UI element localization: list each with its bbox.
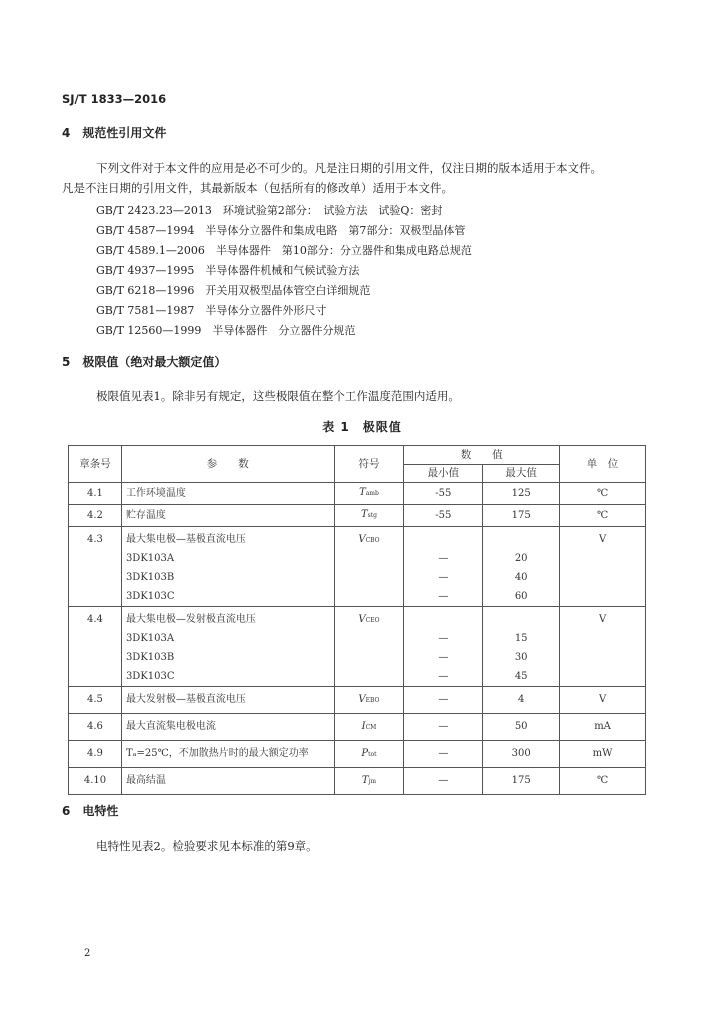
unit-cell: V (560, 687, 646, 714)
table-1-caption: 表 1 极限值 (322, 420, 402, 434)
symbol-cell: VEBO (334, 687, 404, 714)
header-symbol: 符号 (334, 446, 404, 483)
limits-table (68, 445, 646, 795)
model-name: 3DK103B (125, 572, 175, 583)
reference-item: GB/T 4589.1—2006 半导体器件 第10部分：分立器件和集成电路总规范 (96, 244, 472, 257)
parameter-cell: 最高结温 (121, 768, 334, 795)
max-cell: 175 (483, 768, 560, 795)
parameter-title: 最大集电极—发射极直流电压 (125, 614, 256, 625)
model-name: 3DK103A (125, 633, 175, 644)
table-row (69, 687, 646, 714)
header-parameter: 参 数 (121, 446, 334, 483)
section-6-title: 6 电特性 (62, 804, 119, 818)
symbol-cell: Tstg (334, 505, 404, 527)
section-4-intro-line1: 下列文件对于本文件的应用是必不可少的。凡是注日期的引用文件，仅注日期的版本适用于本文件。 (96, 161, 602, 175)
clause-cell: 4.5 (69, 687, 122, 714)
symbol-cell: Tjm (334, 768, 404, 795)
reference-item: GB/T 2423.23—2013 环境试验第2部分： 试验方法 试验Q：密封 (96, 204, 443, 217)
clause-cell: 4.4 (69, 607, 122, 687)
max-cell: 50 (483, 714, 560, 741)
clause-cell: 4.6 (69, 714, 122, 741)
reference-item: GB/T 7581—1987 半导体分立器件外形尺寸 (96, 304, 327, 317)
min-cell: — (404, 741, 483, 768)
unit-cell: ℃ (560, 768, 646, 795)
header-max: 最大值 (483, 465, 560, 483)
document-header: SJ/T 1833—2016 (62, 92, 167, 106)
min-cell: — — — (404, 527, 483, 607)
table-row (69, 483, 646, 505)
parameter-cell: 最大发射极—基极直流电压 (121, 687, 334, 714)
table-row (69, 527, 646, 607)
model-name: 3DK103A (125, 553, 175, 564)
min-cell: — (404, 714, 483, 741)
header-min: 最小值 (404, 465, 483, 483)
min-cell: — — — (404, 607, 483, 687)
section-5-title: 5 极限值（绝对最大额定值） (62, 355, 227, 369)
reference-item: GB/T 6218—1996 开关用双极型晶体管空白详细规范 (96, 284, 371, 297)
model-name: 3DK103C (125, 591, 175, 602)
clause-cell: 4.10 (69, 768, 122, 795)
unit-cell: V (560, 527, 646, 607)
parameter-cell: 贮存温度 (121, 505, 334, 527)
reference-item: GB/T 4587—1994 半导体分立器件和集成电路 第7部分：双极型晶体管 (96, 224, 466, 237)
header-clause: 章条号 (69, 446, 122, 483)
page-number: 2 (84, 948, 91, 959)
symbol-cell: Tamb (334, 483, 404, 505)
min-cell: -55 (404, 483, 483, 505)
min-cell: — (404, 687, 483, 714)
section-5-intro: 极限值见表1。除非另有规定，这些极限值在整个工作温度范围内适用。 (96, 389, 460, 403)
min-cell: -55 (404, 505, 483, 527)
symbol-cell: ICM (334, 714, 404, 741)
unit-cell: V (560, 607, 646, 687)
table-row (69, 607, 646, 687)
reference-item: GB/T 4937—1995 半导体器件机械和气候试验方法 (96, 264, 360, 277)
symbol-cell: VCEO (334, 607, 404, 687)
unit-cell: mW (560, 741, 646, 768)
max-cell: 4 (483, 687, 560, 714)
table-row (69, 741, 646, 768)
clause-cell: 4.1 (69, 483, 122, 505)
parameter-cell: 工作环境温度 (121, 483, 334, 505)
table-row (69, 768, 646, 795)
unit-cell: ℃ (560, 483, 646, 505)
parameter-cell: Tₐ=25℃，不加散热片时的最大额定功率 (121, 741, 334, 768)
min-cell: — (404, 768, 483, 795)
max-cell: 15 30 45 (483, 607, 560, 687)
model-name: 3DK103B (125, 652, 175, 663)
parameter-cell: 最大直流集电极电流 (121, 714, 334, 741)
parameter-title: 最大集电极—基极直流电压 (125, 534, 246, 545)
section-4-title: 4 规范性引用文件 (62, 126, 167, 140)
header-unit: 单 位 (560, 446, 646, 483)
clause-cell: 4.3 (69, 527, 122, 607)
max-cell: 125 (483, 483, 560, 505)
reference-item: GB/T 12560—1999 半导体器件 分立器件分规范 (96, 324, 356, 337)
model-name: 3DK103C (125, 671, 175, 682)
section-4-intro-line2: 凡是不注日期的引用文件，其最新版本（包括所有的修改单）适用于本文件。 (62, 181, 453, 195)
section-6-intro: 电特性见表2。检验要求见本标准的第9章。 (96, 839, 318, 853)
unit-cell: mA (560, 714, 646, 741)
parameter-cell (121, 527, 334, 607)
table-row (69, 505, 646, 527)
clause-cell: 4.2 (69, 505, 122, 527)
max-cell: 175 (483, 505, 560, 527)
max-cell: 20 40 60 (483, 527, 560, 607)
parameter-cell (121, 607, 334, 687)
max-cell: 300 (483, 741, 560, 768)
symbol-cell: Ptot (334, 741, 404, 768)
symbol-cell: VCBO (334, 527, 404, 607)
header-value: 数 值 (404, 446, 560, 465)
table-row (69, 714, 646, 741)
clause-cell: 4.9 (69, 741, 122, 768)
unit-cell: ℃ (560, 505, 646, 527)
